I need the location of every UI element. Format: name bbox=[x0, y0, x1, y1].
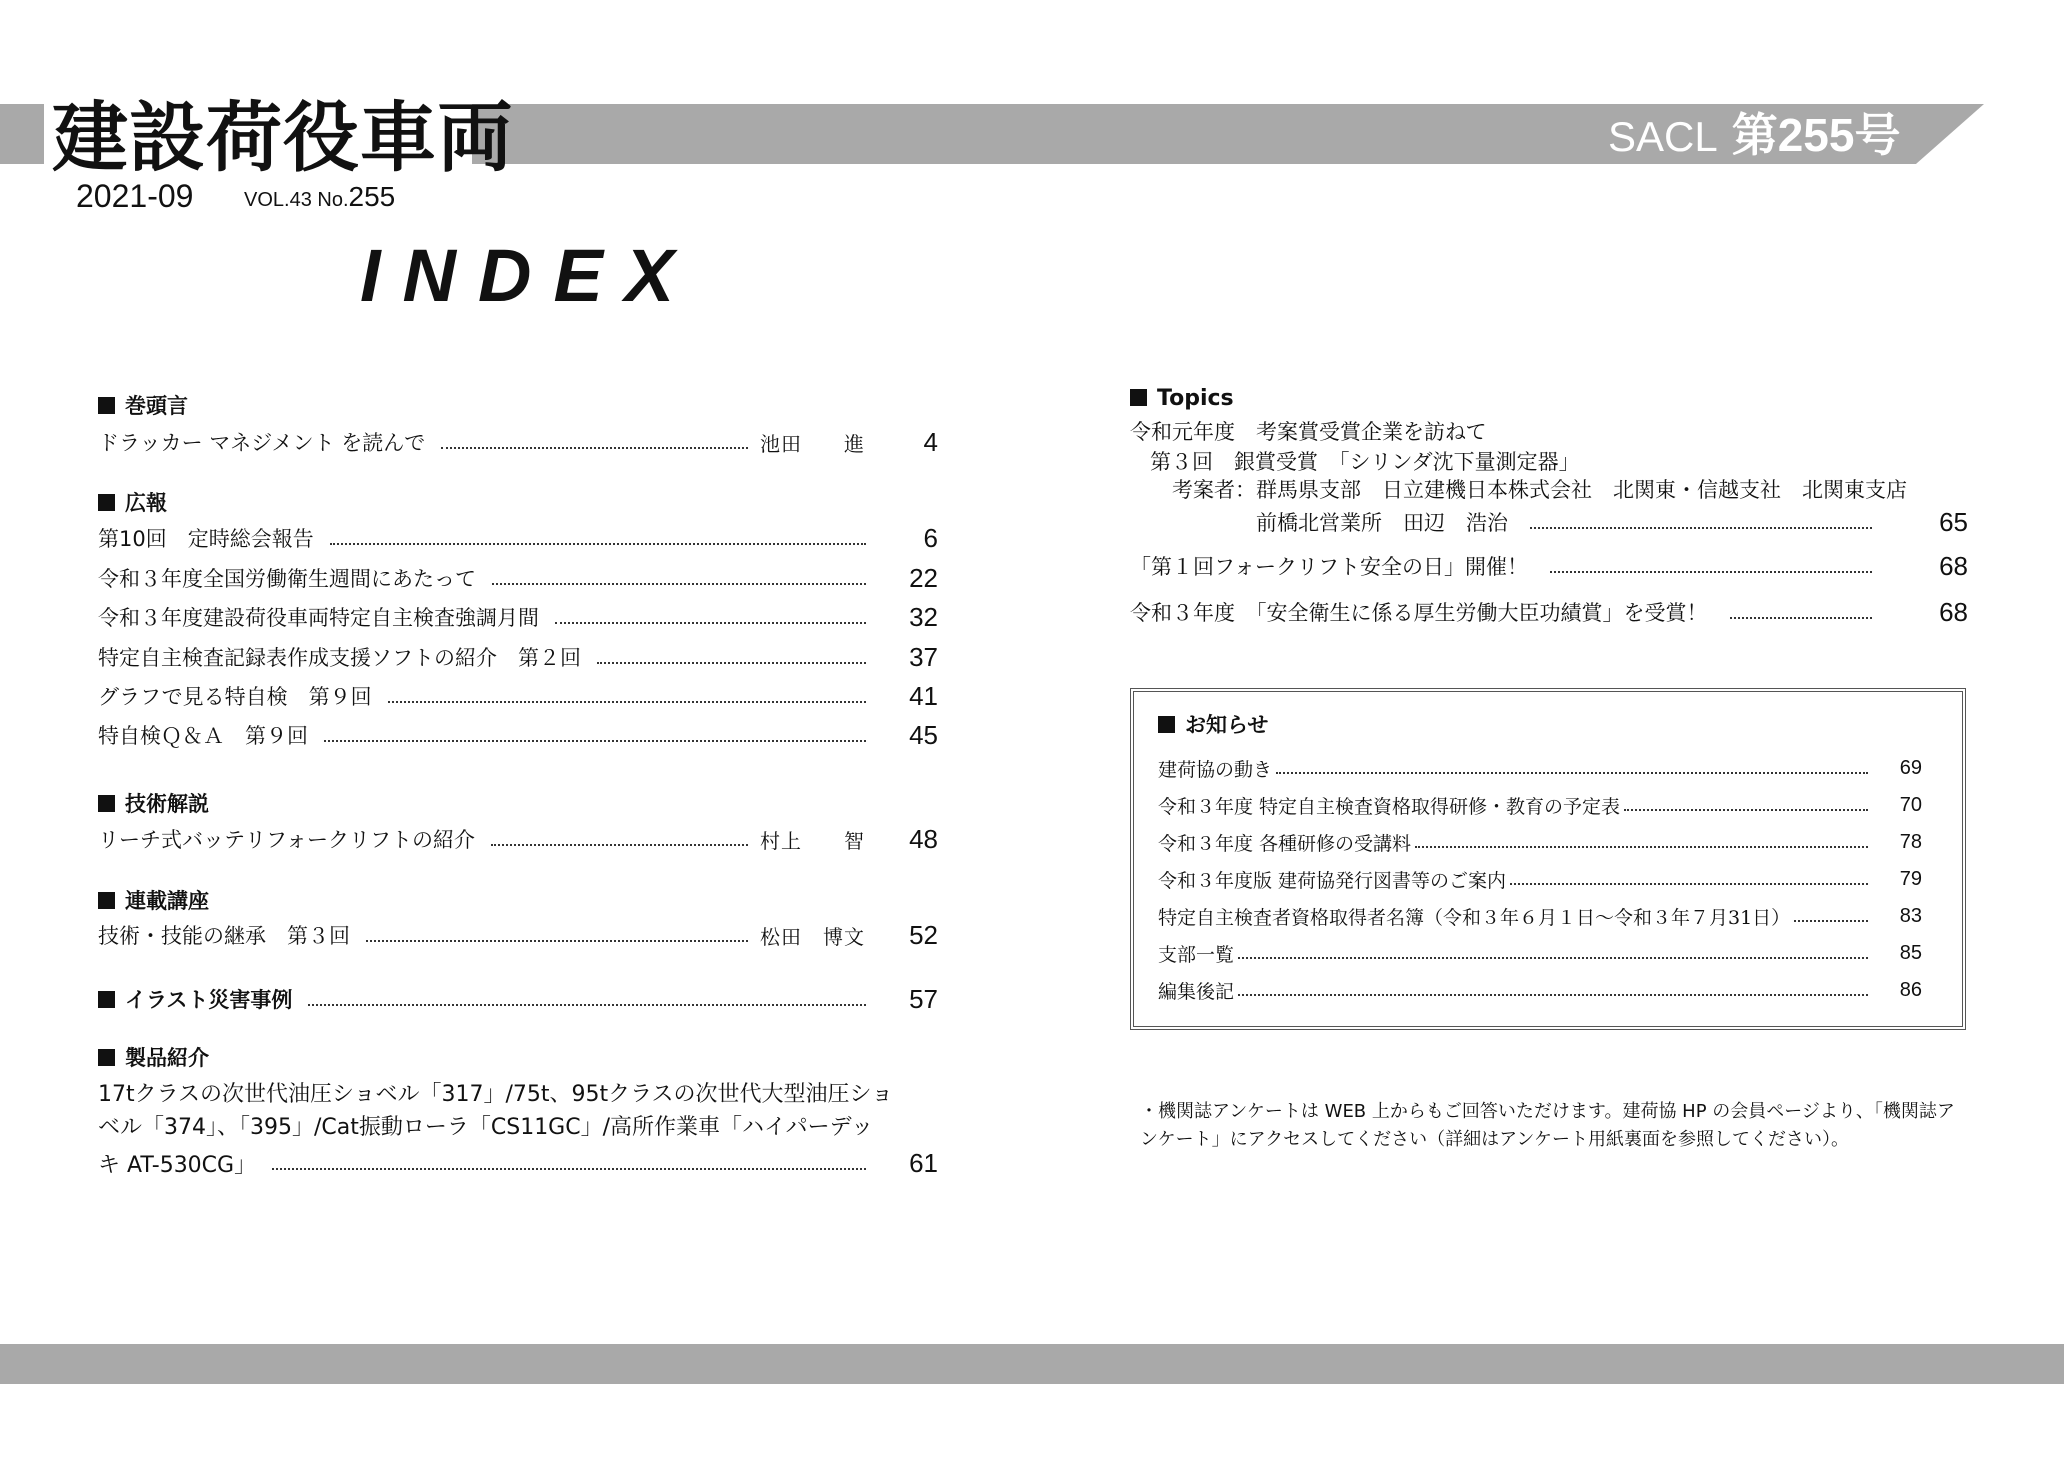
toc-title-line: 17tクラスの次世代油圧ショベル「317」/75t、95tクラスの次世代大型油圧ショ bbox=[98, 1082, 894, 1107]
square-bullet-icon bbox=[98, 892, 115, 909]
toc-entry[interactable] bbox=[98, 718, 938, 752]
dot-leader bbox=[1550, 571, 1872, 573]
toc-page: 68 bbox=[1939, 550, 1968, 581]
notice-page: 70 bbox=[1899, 793, 1922, 816]
toc-entry[interactable] bbox=[98, 600, 938, 634]
toc-entry-illust[interactable] bbox=[98, 982, 938, 1016]
toc-page: 68 bbox=[1939, 596, 1968, 627]
toc-page: 6 bbox=[923, 522, 938, 553]
notice-item[interactable] bbox=[1158, 826, 1922, 858]
toc-title: 特定自主検査記録表作成支援ソフトの紹介 第２回 bbox=[98, 646, 581, 670]
dot-leader bbox=[1730, 617, 1873, 619]
toc-page: 57 bbox=[909, 983, 938, 1014]
topics-entry[interactable] bbox=[1130, 549, 1968, 583]
toc-entry[interactable] bbox=[98, 561, 938, 595]
notice-title: 令和３年度 各種研修の受講料 bbox=[1158, 832, 1412, 855]
notice-heading: お知らせ bbox=[1158, 710, 1268, 740]
index-heading: INDEX bbox=[360, 234, 697, 317]
toc-entry[interactable] bbox=[98, 822, 938, 856]
notice-title: 令和３年度 特定自主検査資格取得研修・教育の予定表 bbox=[1158, 795, 1621, 818]
toc-author: 村上 智 bbox=[760, 828, 865, 853]
toc-title: キ AT-530CG」 bbox=[98, 1152, 257, 1178]
notice-title: 令和３年度版 建荷協発行図書等のご案内 bbox=[1158, 869, 1507, 892]
square-bullet-icon bbox=[98, 991, 115, 1008]
dot-leader bbox=[1238, 957, 1868, 959]
toc-title: ドラッカー マネジメント を読んで bbox=[98, 431, 426, 455]
brand-label: SACL bbox=[1608, 113, 1718, 160]
toc-author: 松田 博文 bbox=[760, 924, 865, 949]
issue-date: 2021-09 bbox=[76, 178, 194, 214]
toc-entry[interactable] bbox=[98, 521, 938, 555]
topics-title: 「第１回フォークリフト安全の日」開催！ bbox=[1130, 555, 1528, 579]
dot-leader bbox=[491, 844, 748, 846]
toc-page: 32 bbox=[909, 601, 938, 632]
topics-entry[interactable] bbox=[1130, 595, 1968, 629]
dot-leader bbox=[1510, 883, 1868, 885]
issue-number: 第255号 bbox=[1731, 109, 1901, 161]
notice-item[interactable] bbox=[1158, 900, 1922, 932]
notice-page: 69 bbox=[1899, 756, 1922, 779]
survey-note: ・機関誌アンケートは WEB 上からもご回答いただけます。建荷協 HP の会員ページより、「機関誌アンケート」にアクセスしてください（詳細はアンケート用紙裏面を参照してください）。 bbox=[1140, 1101, 1955, 1150]
notice-page: 86 bbox=[1899, 978, 1922, 1001]
toc-title: 令和３年度全国労働衛生週間にあたって bbox=[98, 567, 476, 591]
notice-page: 85 bbox=[1899, 941, 1922, 964]
toc-title: グラフで見る特自検 第９回 bbox=[98, 685, 372, 709]
section-heading-topics: Topics bbox=[1130, 385, 1234, 413]
dot-leader bbox=[1624, 809, 1868, 811]
dot-leader bbox=[308, 1004, 866, 1006]
toc-entry[interactable] bbox=[98, 425, 938, 459]
toc-page: 52 bbox=[909, 919, 938, 950]
dot-leader bbox=[1238, 994, 1868, 996]
notice-item[interactable] bbox=[1158, 937, 1922, 969]
toc-title: 第10回 定時総会報告 bbox=[98, 527, 314, 551]
notice-title: 編集後記 bbox=[1158, 980, 1235, 1003]
topics-subtitle: 第３回 銀賞受賞 「シリンダ沈下量測定器」 bbox=[1150, 450, 1580, 474]
toc-entry[interactable] bbox=[98, 918, 938, 952]
dot-leader bbox=[324, 740, 866, 742]
volume-prefix: VOL.43 No. bbox=[244, 189, 349, 211]
toc-title: リーチ式バッテリフォークリフトの紹介 bbox=[98, 828, 475, 852]
toc-page: 61 bbox=[909, 1147, 938, 1178]
section-heading-rensai: 連載講座 bbox=[98, 887, 209, 915]
dot-leader bbox=[388, 701, 866, 703]
square-bullet-icon bbox=[1158, 716, 1175, 733]
section-heading-seihin: 製品紹介 bbox=[98, 1044, 209, 1072]
dot-leader bbox=[1276, 772, 1868, 774]
dot-leader bbox=[1415, 846, 1868, 848]
notice-title: 特定自主検査者資格取得者名簿（令和３年６月１日～令和３年７月31日） bbox=[1158, 906, 1791, 929]
notice-page: 79 bbox=[1899, 867, 1922, 890]
toc-author: 池田 進 bbox=[760, 431, 865, 456]
notice-page: 78 bbox=[1899, 830, 1922, 853]
dot-leader bbox=[1794, 920, 1868, 922]
toc-entry[interactable] bbox=[98, 1146, 938, 1180]
toc-title: 技術・技能の継承 第３回 bbox=[98, 924, 350, 948]
dot-leader bbox=[1530, 527, 1872, 529]
topics-title: 令和３年度 「安全衛生に係る厚生労働大臣功績賞」を受賞！ bbox=[1130, 601, 1708, 625]
magazine-title: 建設荷役車両 bbox=[52, 93, 514, 182]
dot-leader bbox=[441, 447, 748, 449]
dot-leader bbox=[330, 543, 866, 545]
square-bullet-icon bbox=[1130, 389, 1147, 406]
footer-bar bbox=[0, 1344, 2064, 1384]
toc-entry[interactable] bbox=[98, 679, 938, 713]
section-heading-gijutsu: 技術解説 bbox=[98, 790, 209, 818]
toc-page: 45 bbox=[909, 719, 938, 750]
toc-page: 22 bbox=[909, 562, 938, 593]
toc-page: 65 bbox=[1939, 506, 1968, 537]
notice-title: 支部一覧 bbox=[1158, 943, 1235, 966]
notice-item[interactable] bbox=[1158, 752, 1922, 784]
toc-page: 37 bbox=[909, 641, 938, 672]
notice-item[interactable] bbox=[1158, 789, 1922, 821]
section-heading-illust: イラスト災害事例 bbox=[98, 984, 292, 1014]
notice-item[interactable] bbox=[1158, 863, 1922, 895]
square-bullet-icon bbox=[98, 397, 115, 414]
toc-title: 令和３年度建設荷役車両特定自主検査強調月間 bbox=[98, 606, 539, 630]
square-bullet-icon bbox=[98, 795, 115, 812]
square-bullet-icon bbox=[98, 1049, 115, 1066]
topics-detail: 前橋北営業所 田辺 浩治 bbox=[1256, 511, 1508, 535]
notice-item[interactable] bbox=[1158, 974, 1922, 1006]
notice-title: 建荷協の動き bbox=[1158, 758, 1273, 781]
topics-detail: 考案者：群馬県支部 日立建機日本株式会社 北関東・信越支社 北関東支店 bbox=[1172, 478, 1907, 502]
dot-leader bbox=[272, 1168, 866, 1170]
dot-leader bbox=[366, 940, 748, 942]
toc-title: 特自検Ｑ＆Ａ 第９回 bbox=[98, 724, 308, 748]
toc-entry[interactable] bbox=[98, 640, 938, 674]
topics-entry[interactable] bbox=[1256, 505, 1968, 539]
dot-leader bbox=[492, 583, 866, 585]
dot-leader bbox=[597, 662, 866, 664]
notice-page: 83 bbox=[1899, 904, 1922, 927]
toc-title-line: ベル「374」、「395」/Cat振動ローラ「CS11GC」/高所作業車「ハイパーデッ bbox=[98, 1115, 874, 1140]
volume-label bbox=[244, 178, 395, 219]
issue-badge bbox=[1608, 108, 1900, 164]
dot-leader bbox=[555, 622, 866, 624]
section-heading-kouhou: 広報 bbox=[98, 489, 167, 517]
topics-title: 令和元年度 考案賞受賞企業を訪ねて bbox=[1130, 420, 1487, 444]
volume-number: 255 bbox=[348, 181, 396, 212]
toc-page: 41 bbox=[909, 680, 938, 711]
section-heading-kantougen: 巻頭言 bbox=[98, 392, 188, 420]
toc-page: 48 bbox=[909, 823, 938, 854]
toc-page: 4 bbox=[923, 426, 938, 457]
header-bar-left bbox=[0, 104, 44, 164]
square-bullet-icon bbox=[98, 494, 115, 511]
